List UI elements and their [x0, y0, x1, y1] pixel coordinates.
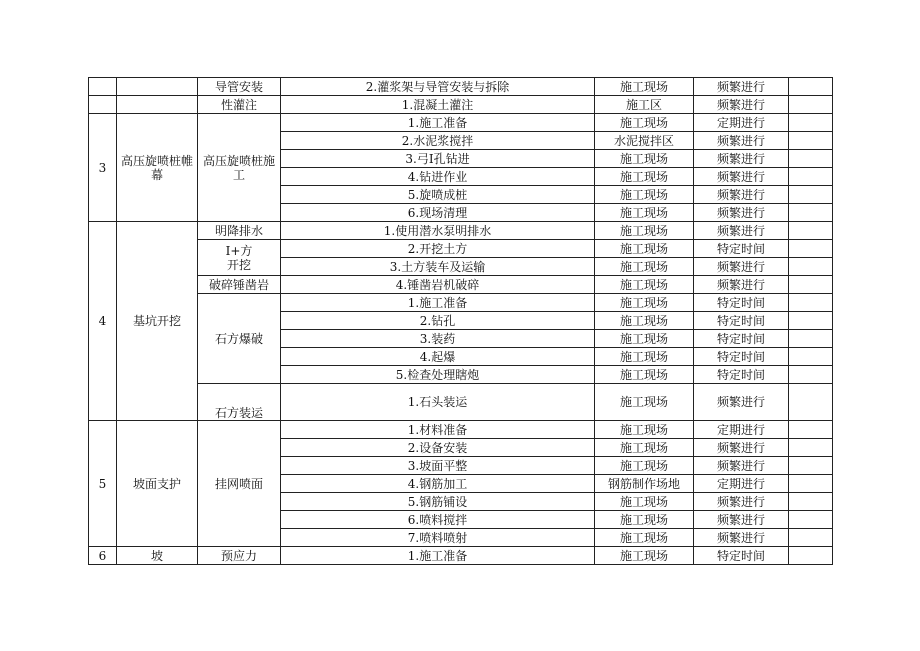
table-row: [89, 114, 833, 132]
project-cell: 坡面支护: [117, 421, 198, 547]
location-cell: 施工现场: [595, 150, 694, 168]
blank-cell: [789, 276, 833, 294]
location-cell: 施工现场: [595, 258, 694, 276]
location-cell: 施工现场: [595, 240, 694, 258]
work-step-cell: 2.钻孔: [281, 312, 595, 330]
frequency-cell: 频繁进行: [694, 150, 789, 168]
location-cell: 施工现场: [595, 511, 694, 529]
construction-activity-table: [88, 77, 833, 565]
location-cell: 施工现场: [595, 312, 694, 330]
work-step-cell: 3.装药: [281, 330, 595, 348]
location-cell: 钢筋制作场地: [595, 475, 694, 493]
blank-cell: [789, 421, 833, 439]
frequency-cell: 特定时间: [694, 348, 789, 366]
location-cell: 施工现场: [595, 384, 694, 421]
table-row: [89, 276, 833, 294]
table-row: [89, 240, 833, 258]
blank-cell: [789, 294, 833, 312]
frequency-cell: 频繁进行: [694, 132, 789, 150]
work-step-cell: 3.坡面平整: [281, 457, 595, 475]
location-cell: 施工现场: [595, 348, 694, 366]
location-cell: 施工现场: [595, 366, 694, 384]
work-step-cell: 2.灌浆架与导管安装与拆除: [281, 78, 595, 96]
frequency-cell: 特定时间: [694, 312, 789, 330]
blank-cell: [789, 186, 833, 204]
sub-item-cell: 高压旋喷桩施工: [198, 114, 281, 222]
frequency-cell: 定期进行: [694, 475, 789, 493]
blank-cell: [789, 168, 833, 186]
frequency-cell: 频繁进行: [694, 529, 789, 547]
frequency-cell: 频繁进行: [694, 493, 789, 511]
frequency-cell: 特定时间: [694, 330, 789, 348]
sub-item-cell: 预应力: [198, 547, 281, 565]
work-step-cell: 4.钻进作业: [281, 168, 595, 186]
sub-item-cell: I+方 开挖: [198, 240, 281, 276]
blank-cell: [789, 348, 833, 366]
work-step-cell: 1.石头装运: [281, 384, 595, 421]
location-cell: 施工现场: [595, 276, 694, 294]
project-cell: 高压旋喷桩帷幕: [117, 114, 198, 222]
work-step-cell: 1.施工准备: [281, 294, 595, 312]
frequency-cell: 频繁进行: [694, 186, 789, 204]
location-cell: 施工现场: [595, 529, 694, 547]
blank-cell: [789, 475, 833, 493]
blank-cell: [789, 204, 833, 222]
blank-cell: [789, 132, 833, 150]
blank-cell: [789, 258, 833, 276]
frequency-cell: 频繁进行: [694, 168, 789, 186]
table-row: [89, 96, 833, 114]
location-cell: 施工现场: [595, 457, 694, 475]
project-cell: 基坑开挖: [117, 222, 198, 421]
blank-cell: [789, 312, 833, 330]
work-step-cell: 5.检查处理瞎炮: [281, 366, 595, 384]
location-cell: 施工现场: [595, 186, 694, 204]
work-step-cell: 5.钢筋铺设: [281, 493, 595, 511]
blank-cell: [789, 222, 833, 240]
item-number-cell: 3: [89, 114, 117, 222]
work-step-cell: 4.锤凿岩机破碎: [281, 276, 595, 294]
blank-cell: [789, 384, 833, 421]
work-step-cell: 2.开挖土方: [281, 240, 595, 258]
table-row: [89, 78, 833, 96]
work-step-cell: 4.起爆: [281, 348, 595, 366]
frequency-cell: 特定时间: [694, 240, 789, 258]
work-step-cell: 6.喷料搅拌: [281, 511, 595, 529]
frequency-cell: 频繁进行: [694, 78, 789, 96]
location-cell: 施工现场: [595, 439, 694, 457]
blank-cell: [789, 114, 833, 132]
table-row: [89, 294, 833, 312]
work-step-cell: 4.钢筋加工: [281, 475, 595, 493]
project-cell: 坡: [117, 547, 198, 565]
location-cell: 施工现场: [595, 421, 694, 439]
location-cell: 施工现场: [595, 547, 694, 565]
work-step-cell: 2.设备安装: [281, 439, 595, 457]
sub-item-cell: 明降排水: [198, 222, 281, 240]
frequency-cell: 频繁进行: [694, 96, 789, 114]
work-step-cell: 3.土方装车及运输: [281, 258, 595, 276]
table-row: [89, 421, 833, 439]
item-number-cell: 4: [89, 222, 117, 421]
frequency-cell: 频繁进行: [694, 258, 789, 276]
table-row: [89, 384, 833, 421]
location-cell: 施工现场: [595, 168, 694, 186]
blank-cell: [789, 330, 833, 348]
blank-cell: [789, 240, 833, 258]
location-cell: 施工现场: [595, 294, 694, 312]
work-step-cell: 3.弓Ⅰ孔钻进: [281, 150, 595, 168]
location-cell: 施工区: [595, 96, 694, 114]
project-cell: [117, 96, 198, 114]
sub-item-cell: 石方爆破: [198, 294, 281, 384]
blank-cell: [789, 493, 833, 511]
work-step-cell: 1.施工准备: [281, 114, 595, 132]
work-step-cell: 1.混凝土灌注: [281, 96, 595, 114]
item-number-cell: [89, 78, 117, 96]
sub-item-cell: 挂网喷面: [198, 421, 281, 547]
frequency-cell: 频繁进行: [694, 222, 789, 240]
blank-cell: [789, 511, 833, 529]
blank-cell: [789, 78, 833, 96]
location-cell: 施工现场: [595, 78, 694, 96]
frequency-cell: 频繁进行: [694, 276, 789, 294]
frequency-cell: 特定时间: [694, 547, 789, 565]
frequency-cell: 频繁进行: [694, 457, 789, 475]
blank-cell: [789, 366, 833, 384]
work-step-cell: 6.现场清理: [281, 204, 595, 222]
location-cell: 施工现场: [595, 204, 694, 222]
project-cell: [117, 78, 198, 96]
frequency-cell: 频繁进行: [694, 204, 789, 222]
work-step-cell: 5.旋喷成桩: [281, 186, 595, 204]
work-step-cell: 7.喷料喷射: [281, 529, 595, 547]
sub-item-cell: 导管安装: [198, 78, 281, 96]
item-number-cell: 5: [89, 421, 117, 547]
frequency-cell: 特定时间: [694, 294, 789, 312]
sub-item-cell: 破碎锤凿岩: [198, 276, 281, 294]
sub-item-cell: 性灌注: [198, 96, 281, 114]
frequency-cell: 定期进行: [694, 421, 789, 439]
work-step-cell: 1.施工准备: [281, 547, 595, 565]
frequency-cell: 频繁进行: [694, 439, 789, 457]
blank-cell: [789, 150, 833, 168]
blank-cell: [789, 439, 833, 457]
location-cell: 施工现场: [595, 114, 694, 132]
frequency-cell: 频繁进行: [694, 384, 789, 421]
work-step-cell: 1.材料准备: [281, 421, 595, 439]
blank-cell: [789, 457, 833, 475]
location-cell: 施工现场: [595, 493, 694, 511]
location-cell: 水泥搅拌区: [595, 132, 694, 150]
table-row: [89, 222, 833, 240]
blank-cell: [789, 529, 833, 547]
item-number-cell: [89, 96, 117, 114]
sub-item-cell: 石方装运: [198, 384, 281, 421]
location-cell: 施工现场: [595, 330, 694, 348]
work-step-cell: 2.水泥浆搅拌: [281, 132, 595, 150]
work-step-cell: 1.使用潜水泵明排水: [281, 222, 595, 240]
blank-cell: [789, 96, 833, 114]
frequency-cell: 特定时间: [694, 366, 789, 384]
table-row: [89, 547, 833, 565]
frequency-cell: 频繁进行: [694, 511, 789, 529]
blank-cell: [789, 547, 833, 565]
frequency-cell: 定期进行: [694, 114, 789, 132]
item-number-cell: 6: [89, 547, 117, 565]
location-cell: 施工现场: [595, 222, 694, 240]
